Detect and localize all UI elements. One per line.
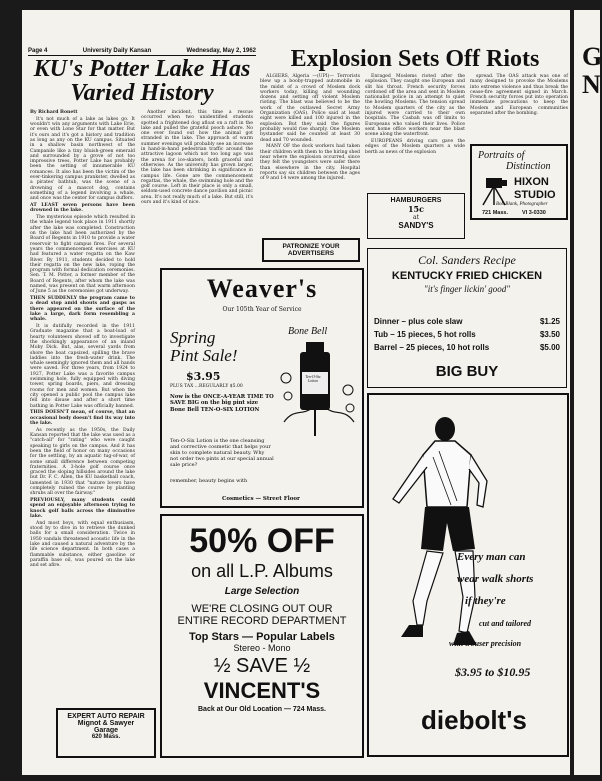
adjacent-headline-fragment: G (582, 42, 602, 71)
ad-line: SANDY'S (398, 221, 434, 230)
ad-line: Bob Blank, Photographer (496, 202, 548, 207)
article-paragraph: As recently as the 1950s, the Daily Kansan reported that the lake was used as a "catch-all" for "rating" who were caught speaking to girls on the campus. And it has been the field of honor on many occasions for the settling, by an aquatic tug-of-war, of some small difference between competing fraternities. A 3-hole golf course once graced the sloping hillsides around the lake but Dr. F. C. Allen, the KU basketball coach, lamented in 1930 that "nature lovers have completely ruined the course by planting shrubs all over the fairway." (30, 427, 135, 497)
kfc-ad (367, 248, 567, 388)
ku-story-column-1 (30, 110, 135, 700)
ad-line: ADVERTISERS (287, 250, 335, 257)
explosion-column-3 (470, 74, 568, 142)
ad-line: HAMBURGERS (390, 197, 442, 204)
menu-item-price: $1.25 (539, 317, 560, 326)
sandys-ad (367, 193, 465, 239)
article-paragraph: Enraged Moslems rioted after the explosion. They caught one European and slit his throat. French security forces cordoned off the area and sent in Moslem nationalist police in an attempt to quiet the howling Moslems. The tension spread to Moslem quarters of the city as the injured were carried to their own hospitals. The Casbah was off limits to Europeans who valued their lives. Police sent home office workers near the blast scene along the waterfront. (365, 74, 465, 138)
article-paragraph: Another incident, this time a rescue occurred when two unidentified students spotted a frightened dog afloat on a raft in the lake and pulled the grateful pooch ashore. No one ever found out how the animal got stranded in the lake. The approach of warm summer evenings will probably see an increase in hand-in-hand pedestrian traffic around the attractive lagoon which not too long ago was the arena for ice-skaters, both graceful and otherwise. As the university has grown larger, the lake has been shrinking in significance in campus life. Gone are the commencement regattas, the whale, the swimming hole and the golf course. Left in their place is only a small, seldom-used concrete dance pavilion and picnic area. It's not really much of a lake. But still, it's ours and it's kind of nice. (141, 110, 253, 206)
ad-line: KENTUCKY FRIED CHICKEN (391, 270, 543, 282)
article-paragraph: It is dutifully recorded in the 1911 Graduate magazine that a boat-load of hearty volunteers shoved off to investigate the shockingly appearance of an inland Moby Dick. But, alas, several yards from shore the boat capsized, spilling the brave laddies into the fresh-water drink. The whale seemingly ignored them and all hands were saved. For three years, from 1924 to 1927, Potter Lake was a favorite campus swimming hole, fully equipped with diving tower, spring boards, piers, and dressing rooms for men and women. But when the city opened a public pool the campus lake fell into disuse and after a short time bathing in Potter Lake was officially banned. (30, 324, 135, 409)
ad-offer: Now is the ONCE-A-YEAR TIME TO SAVE BIG on the big pint size Bone Bell TEN-O-SIX LOTION (170, 394, 274, 413)
store-logo: diebolt's (421, 705, 527, 735)
explosion-headline: Explosion Sets Off Riots (290, 46, 540, 72)
vincents-ad (160, 514, 364, 758)
ad-line: at (413, 214, 419, 221)
ad-line: Back at Our Old Location — 724 Mass. (198, 706, 326, 713)
store-logo: VINCENT'S (203, 678, 321, 703)
ad-line: wear walk shorts (457, 573, 534, 585)
newspaper-name: University Daily Kansan (82, 48, 152, 54)
ad-headline: Spring (170, 328, 216, 347)
bottle-label: Ten-O-Six Lotion (305, 375, 321, 383)
article-paragraph: MANY OF the dock workers had taken their children with them to the hiring shed near where the explosion occurred, since they felt the youngsters were safer there than elsewhere in the city. Hospital reports say six children between the ages of 9 and 14 were among the injured. (260, 144, 360, 182)
menu-item-label: Tub – 15 pieces, 5 hot rolls (374, 330, 476, 339)
ad-cta: BIG BUY (435, 363, 499, 380)
lotion-bottle-icon (276, 338, 362, 438)
newspaper-page (22, 10, 570, 775)
article-paragraph: The mysterious episode which resulted in the whale legend took place in 1911 shortly after the lake was completed. Construction on the lake had been authorized by the Board of Regents in 1910 to provide a water reservoir to fight campus fires. For several years the commencement exercises at KU had featured a water regatta on the Kaw River. By 1911, students decided to hold their regatta on the new lake, roping the program with formal dedication ceremonies. Sen. T. M. Potter, a former member of the Board of Regents, after whom the lake was named, was present on that warm afternoon of June 5 as the ceremonies got underway. (30, 215, 135, 295)
ad-price: $3.95 (186, 370, 221, 383)
ad-line: Large Selection (224, 586, 300, 597)
byline: By Richard Bonett (30, 110, 78, 115)
article-subhead: PREVIOUSLY, many students could spend an enjoyable afternoon trying to knock golf balls across the diminutive lake. (30, 498, 135, 519)
ad-line: with trouser precision (449, 639, 522, 648)
menu-item-label: Barrel – 25 pieces, 10 hot rolls (374, 343, 490, 352)
ad-line: Col. Sanders Recipe (418, 253, 516, 267)
ad-line: VI 3-0330 (522, 210, 546, 216)
ad-line: Distinction (506, 161, 551, 172)
explosion-column-1 (260, 74, 360, 260)
ad-line: Cosmetics — Street Floor (222, 496, 300, 502)
menu-item-price: $3.50 (539, 330, 560, 339)
ad-line: Garage (93, 727, 119, 734)
ku-story-column-2 (141, 110, 253, 260)
ad-line: HIXON (514, 176, 549, 188)
ad-line: 620 Mass. (91, 734, 121, 740)
ad-line: Top Stars — Popular Labels (189, 631, 335, 643)
ad-headline: Pint Sale! (170, 346, 238, 365)
article-paragraph: And most boys, with equal enthusiasm, stood by to dive in to retrieve the dunked balls for a small consideration. Twice in 1950 vandals threatened acoustic life in the lake and caused a natural adventure by the life science department. In both cases a flammable substance, either gasoline or paraffin base oil, was poured on the lake and set afire. (30, 520, 135, 569)
adjacent-page (574, 10, 600, 775)
ad-line: EXPERT AUTO REPAIR (67, 713, 145, 720)
ad-line: 721 Mass. (482, 210, 508, 216)
ad-line: "it's finger lickin' good" (423, 284, 511, 294)
ad-line: WE'RE CLOSING OUT OUR (191, 603, 333, 615)
patronize-ad (262, 238, 360, 262)
ad-line: PATRONIZE YOUR (282, 243, 340, 250)
ad-desc: Ten-O-Six Lotion is the one cleansing and corrective cosmetic that helps your skin to complete natural beauty. Why not order two pints at our special annual sale price? (170, 438, 274, 468)
article-paragraph: It's not much of a lake as lakes go. It wouldn't win any arguments with Lake Erie, or even with Lone Star for that matter. But it's ours and it's got a history and tradition as long as any on the KU campus. Situated in a shallow basin northwest of the Campanile like a tiny bluish-green emerald and surrounded by a grove of not too impressive trees, Potter Lake has probably been the setting of innumerable KU romances. It also has been the victim of the ever-tinkering campus prankster, dwelled as a pirates' bathtub, was the scene of a drowning of a mascot dog, contains something of a legend involving a whale, and once was the center for campus duffers. (30, 116, 135, 202)
ad-line: Portraits of (478, 150, 525, 161)
ad-line: Stereo - Mono (233, 643, 291, 653)
ad-line: cut and tailored (479, 619, 532, 628)
ad-line: Every man can (457, 551, 526, 563)
menu-item-label: Dinner – plus cole slaw (374, 317, 463, 326)
article-paragraph: spread. The OAS attack was one of many designed to provoke the Moslems into extreme violence and thus break the cease-fire agreement signed in March. French security forces put into operation immediate precautions to keep the Moslem and European communities separated after the bombing. (470, 74, 568, 117)
article-paragraph: ALGIERS, Algeria —(UPI)— Terrorists blew up a booby-trapped automobile in the midst of a crowd of Moslem dock workers today, killing and wounding dozens and setting off violent Moslem rioting. The blast was believed to be the work of the outlawed Secret Army Organization (OAS). Police said at least eight were killed and 100 injured in the explosion. But they said the figures probably would rise sharply. One Moslem bystander said he counted at least 30 dead and 70 wounded. (260, 74, 360, 143)
article-subhead: AT LEAST seven persons have been drowned in the lake. (30, 203, 135, 214)
ad-line: if they're (465, 595, 506, 607)
ad-line: ½ SAVE ½ (213, 655, 311, 677)
menu-item-price: $5.00 (539, 343, 560, 352)
ad-line: 15c (407, 204, 424, 214)
ad-line: remember, beauty begins with (170, 478, 248, 484)
explosion-column-2 (365, 74, 465, 190)
brand-name: Bone Bell (288, 326, 328, 337)
expert-auto-ad (56, 708, 156, 758)
issue-date: Wednesday, May 2, 1962 (186, 48, 256, 54)
adjacent-headline-fragment: N (582, 70, 601, 99)
ku-headline: KU's Potter Lake Has Varied History (33, 56, 251, 106)
ad-line: STUDIO (514, 189, 556, 201)
weavers-ad (160, 268, 364, 508)
store-logo: Weaver's (206, 274, 318, 303)
diebolts-ad (367, 393, 569, 757)
ad-line: ENTIRE RECORD DEPARTMENT (177, 615, 347, 627)
ad-line: PLUS TAX ...REGULARLY $5.00 (170, 384, 243, 389)
ad-line: Our 105th Year of Service (222, 306, 302, 313)
page-number: Page 4 (28, 48, 48, 54)
page-header (28, 48, 256, 56)
hixon-studio-ad (470, 144, 568, 220)
article-paragraph: EUROPEANS driving cars gave the edges of the Moslem quarters a wide berth as news of the explosion (365, 139, 465, 155)
article-subhead: THIS DOESN'T mean, of course, that an occasional body doesn't find its way into the lake. (30, 410, 135, 426)
ad-line: on all L.P. Albums (191, 561, 333, 581)
ad-price: $3.95 to $10.95 (455, 665, 531, 679)
ad-headline: 50% OFF (189, 522, 335, 560)
article-subhead: THEN SUDDENLY the program came to a dead stop amid shouts and gasps as there appeared on the surface of the lake a large, dark form resembling a whale. (30, 296, 135, 323)
ad-line: Mignot & Sawyer (77, 720, 135, 727)
